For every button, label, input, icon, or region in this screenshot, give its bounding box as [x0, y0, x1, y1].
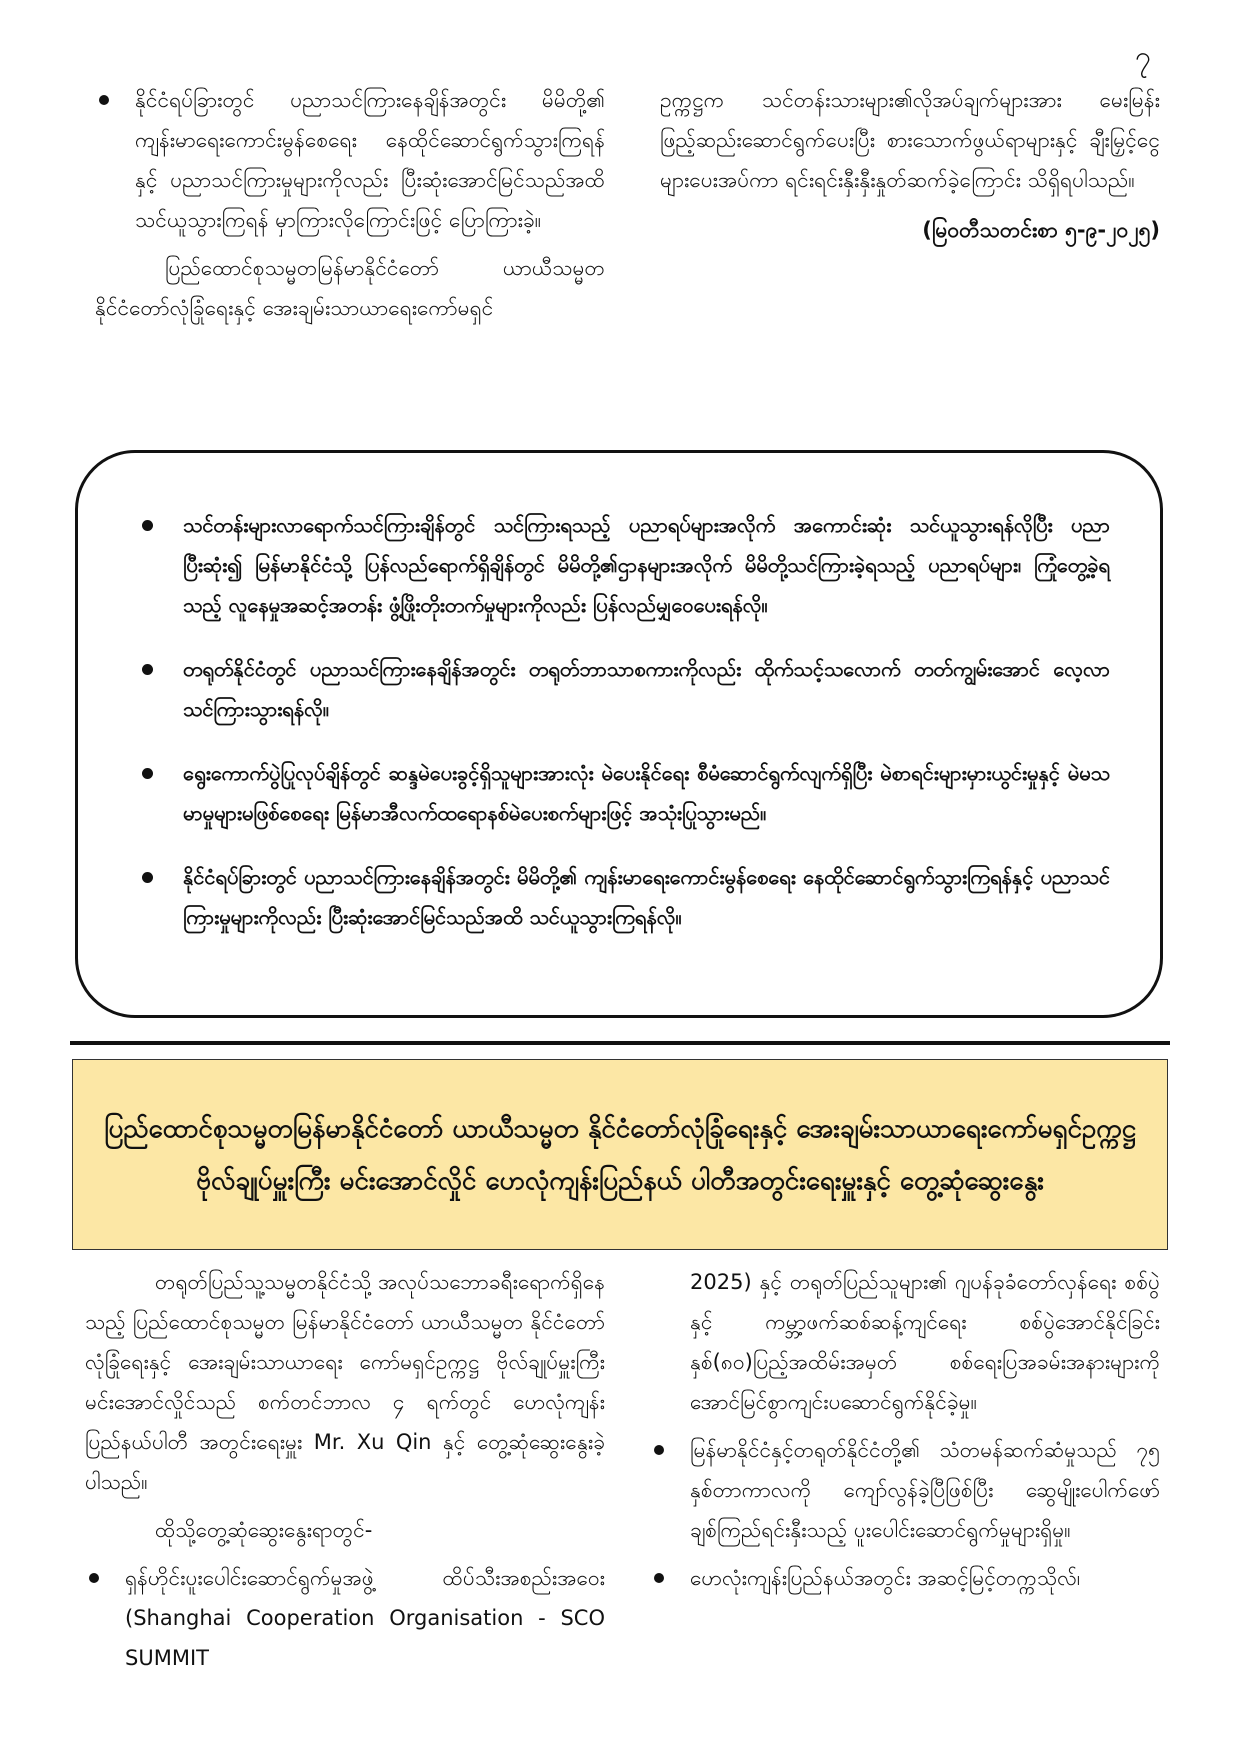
bullet-icon — [89, 1573, 99, 1583]
bottom-left-column — [85, 1262, 605, 1686]
list-item — [650, 1430, 1160, 1550]
list-item — [85, 1558, 605, 1678]
list-item — [650, 1558, 1160, 1598]
list-item-text: မြန်မာနိုင်ငံနှင့်တရုတ်နိုင်ငံတို့၏ သံတမန်ဆက်ဆံမှုသည် ၇၅ နှစ်တာကာလကို ကျော်လွန်ခဲ့ပြီဖြစ်ပြီး ဆွေမျိုးပေါက်ဖော်ချစ်ကြည်ရင်းနှီးသည့် ပူးပေါင်းဆောင်ရွက်မှုများရှိမှု။ — [690, 1438, 1160, 1542]
list-item-text: သင်တန်းများလာရောက်သင်ကြားချိန်တွင် သင်ကြားရသည့် ပညာရပ်များအလိုက် အကောင်းဆုံး သင်ယူသွားရန်လိုပြီး ပညာပြီးဆုံး၍ မြန်မာနိုင်ငံသို့ ပြန်လည်ရောက်ရှိချိန်တွင် မိမိတို့၏ဌာနများအလိုက် မိမိတို့သင်ကြားခဲ့ရသည့် ပညာရပ်များ၊ ကြုံတွေ့ခဲ့ရသည့် လူနေမှုအဆင့်အတန်း ဖွံ့ဖြိုးတိုးတက်မှုများကိုလည်း ပြန်လည်မျှဝေပေးရန်လို။ — [183, 513, 1110, 617]
top-left-column — [95, 80, 605, 336]
paragraph: ပြည်ထောင်စုသမ္မတမြန်မာနိုင်ငံတော် ယာယီသမ္မတ နိုင်ငံတော်လုံခြုံရေးနှင့် အေးချမ်းသာယာရေးကော်မရှင် — [95, 256, 605, 320]
bullet-icon — [142, 520, 153, 531]
bullet-icon — [99, 95, 109, 105]
list-item — [95, 80, 605, 240]
headline-box — [72, 1059, 1168, 1250]
list-item — [128, 649, 1110, 729]
top-right-column — [660, 80, 1160, 250]
bottom-right-column — [650, 1262, 1160, 1606]
bullet-icon — [142, 664, 153, 675]
paragraph: ထိုသို့တွေ့ဆုံဆွေးနွေးရာတွင်- — [155, 1518, 373, 1542]
page-number: ၇ — [1135, 40, 1151, 73]
list-item — [128, 857, 1110, 937]
paragraph: တရုတ်ပြည်သူ့သမ္မတနိုင်ငံသို့ အလုပ်သဘောခရီးရောက်ရှိနေသည့် ပြည်ထောင်စုသမ္မတ မြန်မာနိုင်ငံတော် ယာယီသမ္မတ နိုင်ငံတော်လုံခြုံရေးနှင့် အေးချမ်းသာယာရေး ကော်မရှင်ဥက္ကဋ္ဌ ဗိုလ်ချုပ်မှူးကြီး မင်းအောင်လှိုင်သည် စက်တင်ဘာလ ၄ ရက်တွင် ဟေလုံကျန်းပြည်နယ်ပါတီ အတွင်းရေးမှူး Mr. Xu Qin နှင့် တွေ့ဆုံဆွေးနွေးခဲ့ပါသည်။ — [85, 1270, 605, 1494]
list-item-text: ဟေလုံးကျန်းပြည်နယ်အတွင်း အဆင့်မြင့်တက္ကသိုလ်၊ — [690, 1566, 1081, 1590]
list-item-text: နိုင်ငံရပ်ခြားတွင် ပညာသင်ကြားနေချိန်အတွင်း မိမိတို့၏ ကျန်းမာရေးကောင်းမွန်စေရေး နေထိုင်ဆောင်ရွက်သွားကြရန်နှင့် ပညာသင်ကြားမှုများကိုလည်း ပြီးဆုံးအောင်မြင်သည်အထိ သင်ယူသွားကြရန်လို။ — [183, 865, 1110, 929]
headline: ပြည်ထောင်စုသမ္မတမြန်မာနိုင်ငံတော် ယာယီသမ္မတ နိုင်ငံတော်လုံခြုံရေးနှင့် အေးချမ်းသာယာရေးကော်မရှင်ဥက္ကဋ္ဌ ဗိုလ်ချုပ်မှူးကြီး မင်းအောင်လှိုင် ဟေလုံကျန်းပြည်နယ် ပါတီအတွင်းရေးမှူးနှင့် တွေ့ဆုံဆွေးနွေး — [104, 1113, 1136, 1196]
list-item-text: တရုတ်နိုင်ငံတွင် ပညာသင်ကြားနေချိန်အတွင်း တရုတ်ဘာသာစကားကိုလည်း ထိုက်သင့်သလောက် တတ်ကျွမ်းအောင် လေ့လာသင်ကြားသွားရန်လို။ — [183, 657, 1110, 721]
source-citation: (မြဝတီသတင်းစာ ၅-၉-၂၀၂၅) — [922, 218, 1160, 242]
list-item-text: ရှန်ဟိုင်းပူးပေါင်းဆောင်ရွက်မှုအဖွဲ့ ထိပ်သီးအစည်းအဝေး (Shanghai Cooperation Organisation - SCO SUMMIT — [125, 1566, 605, 1670]
list-item-text: ရွေးကောက်ပွဲပြုလုပ်ချိန်တွင် ဆန္ဒမဲပေးခွင့်ရှိသူများအားလုံး မဲပေးနိုင်ရေး စီမံဆောင်ရွက်လျက်ရှိပြီး မဲစာရင်းများမှားယွင်းမှုနှင့် မဲမသမာမှုများမဖြစ်စေရေး မြန်မာအီလက်ထရောနစ်မဲပေးစက်များဖြင့် အသုံးပြုသွားမည်။ — [183, 761, 1110, 825]
list-item-text: နိုင်ငံရပ်ခြားတွင် ပညာသင်ကြားနေချိန်အတွင်း မိမိတို့၏ ကျန်းမာရေးကောင်းမွန်စေရေး နေထိုင်ဆောင်ရွက်သွားကြရန်နှင့် ပညာသင်ကြားမှုများကိုလည်း ပြီးဆုံးအောင်မြင်သည်အထိ သင်ယူသွားကြရန် မှာကြားလိုကြောင်းဖြင့် ပြောကြားခဲ့။ — [135, 88, 605, 232]
bullet-icon — [654, 1445, 664, 1455]
paragraph: ဥက္ကဋ္ဌက သင်တန်းသားများ၏လိုအပ်ချက်များအား မေးမြန်းဖြည့်ဆည်းဆောင်ရွက်ပေးပြီး စားသောက်ဖွယ်ရာများနှင့် ချီးမြှင့်ငွေများပေးအပ်ကာ ရင်းရင်းနှီးနှီးနှုတ်ဆက်ခဲ့ကြောင်း သိရှိရပါသည်။ — [660, 88, 1160, 192]
divider — [70, 1041, 1170, 1045]
list-item — [128, 505, 1110, 625]
highlight-box — [75, 450, 1163, 1018]
bullet-icon — [654, 1573, 664, 1583]
bullet-icon — [142, 872, 153, 883]
paragraph: 2025) နှင့် တရုတ်ပြည်သူများ၏ ဂျပန်ခုခံတော်လှန်ရေး စစ်ပွဲနှင့် ကမ္ဘာ့ဖက်ဆစ်ဆန့်ကျင်ရေး စစ်ပွဲအောင်နိုင်ခြင်း နှစ်(၈၀)ပြည့်အထိမ်းအမှတ် စစ်ရေးပြအခမ်းအနားများကို အောင်မြင်စွာကျင်းပဆောင်ရွက်နိုင်ခဲ့မှု။ — [690, 1270, 1160, 1414]
bullet-icon — [142, 768, 153, 779]
list-item — [128, 753, 1110, 833]
